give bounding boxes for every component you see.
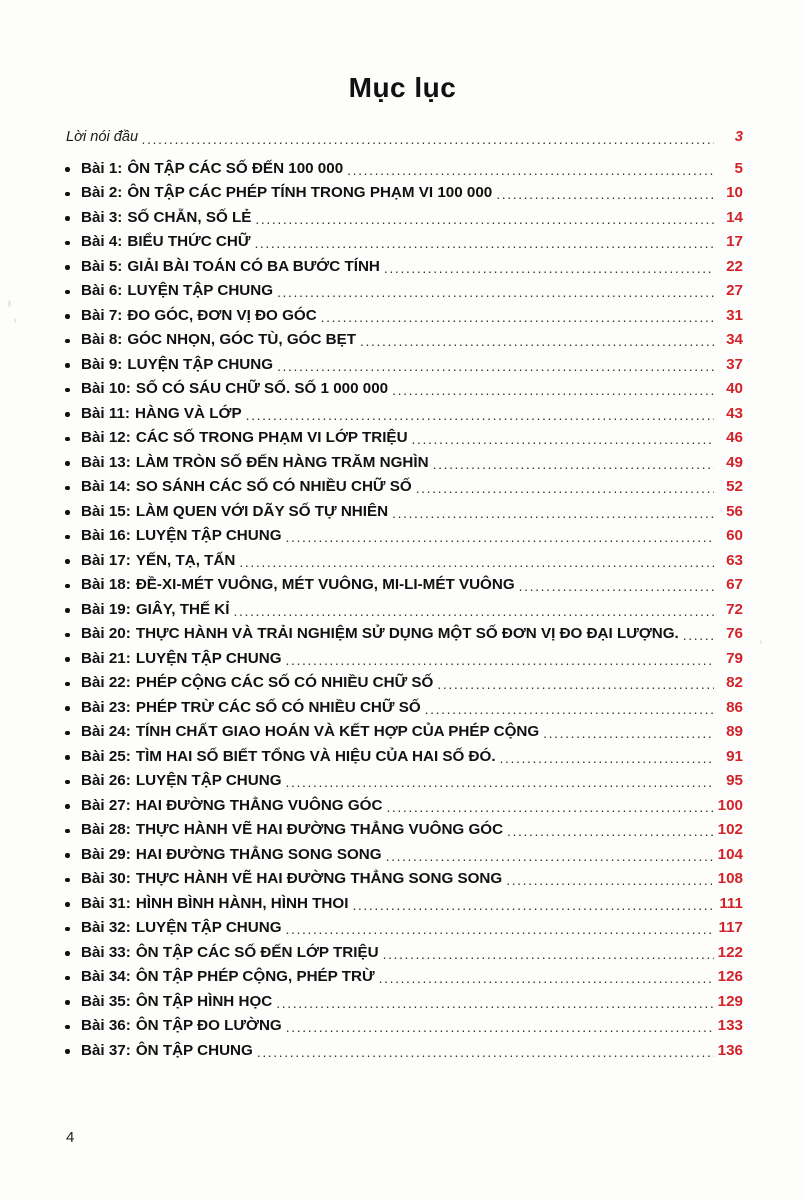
toc-entry[interactable]: [62, 210, 743, 225]
leader-dots: [276, 994, 714, 1009]
leader-dots: [386, 798, 714, 813]
bullet-icon: [62, 661, 81, 666]
lesson-title: SỐ CÓ SÁU CHỮ SỐ. SỐ 1 000 000: [135, 380, 389, 398]
lesson-title: HAI ĐƯỜNG THẲNG VUÔNG GÓC: [135, 796, 383, 814]
lesson-title: BIỂU THỨC CHỮ: [127, 233, 251, 251]
lesson-number: Bài 14:: [81, 478, 131, 496]
lesson-number: Bài 33:: [81, 943, 131, 961]
toc-entry[interactable]: [62, 381, 743, 396]
lesson-number: Bài 18:: [81, 576, 131, 594]
bullet-icon: [62, 1053, 81, 1058]
lesson-title: CÁC SỐ TRONG PHẠM VI LỚP TRIỆU: [135, 429, 408, 447]
bullet-icon: [62, 931, 81, 936]
toc-entry[interactable]: [62, 651, 743, 666]
leader-dots: [500, 749, 714, 764]
toc-entry[interactable]: [62, 602, 743, 617]
paper-speck: [760, 640, 762, 644]
lesson-title: HÌNH BÌNH HÀNH, HÌNH THOI: [135, 894, 349, 912]
page-number: 37: [726, 355, 743, 373]
bullet-icon: [62, 294, 81, 299]
leader-dots: [425, 700, 714, 715]
page-number: 126: [717, 968, 743, 986]
bullet-icon: [62, 906, 81, 911]
leader-dots: [543, 724, 714, 739]
toc-entry[interactable]: [62, 234, 743, 249]
lesson-title: HÀNG VÀ LỚP: [134, 404, 242, 422]
lesson-title: THỰC HÀNH VÀ TRẢI NGHIỆM SỬ DỤNG MỘT SỐ ĐƠN VỊ ĐO ĐẠI LƯỢNG.: [135, 625, 679, 643]
leader-dots: [277, 357, 714, 372]
page-number: 43: [726, 404, 743, 422]
leader-dots: [386, 847, 714, 862]
leader-dots: [437, 675, 714, 690]
bullet-icon: [62, 465, 81, 470]
toc-entry[interactable]: [62, 945, 743, 960]
lesson-title: SỐ CHẴN, SỐ LẺ: [127, 208, 252, 226]
preface-label: Lời nói đầu: [66, 129, 139, 145]
bullet-icon: [62, 171, 81, 176]
page-title: Mục lục: [348, 72, 457, 103]
page-number: 52: [726, 478, 743, 496]
toc-entry[interactable]: [62, 969, 743, 984]
toc-entry[interactable]: [62, 896, 743, 911]
page-number: 14: [726, 208, 743, 226]
toc-entry[interactable]: [62, 675, 743, 690]
lesson-title: LÀM QUEN VỚI DÃY SỐ TỰ NHIÊN: [135, 502, 389, 520]
lesson-title: ĐỀ-XI-MÉT VUÔNG, MÉT VUÔNG, MI-LI-MÉT VUÔNG: [135, 576, 515, 594]
toc-entry[interactable]: [62, 161, 743, 176]
leader-dots: [352, 896, 714, 911]
leader-dots: [286, 1018, 714, 1033]
leader-dots: [286, 773, 714, 788]
page-number: 129: [717, 992, 743, 1010]
lesson-number: Bài 37:: [81, 1041, 131, 1059]
bullet-icon: [62, 735, 81, 740]
lesson-title: PHÉP CỘNG CÁC SỐ CÓ NHIỀU CHỮ SỐ: [135, 674, 434, 692]
toc-entry[interactable]: [62, 479, 743, 494]
lesson-title: YẾN, TẠ, TẤN: [135, 551, 236, 569]
lesson-number: Bài 3:: [81, 208, 123, 226]
bullet-icon: [62, 441, 81, 446]
lesson-title: LUYỆN TẬP CHUNG: [135, 649, 282, 667]
lesson-number: Bài 21:: [81, 649, 131, 667]
lesson-title: ÔN TẬP CHUNG: [135, 1041, 253, 1059]
toc-entry-preface[interactable]: [62, 130, 743, 145]
lesson-title: ÔN TẬP CÁC PHÉP TÍNH TRONG PHẠM VI 100 000: [127, 184, 493, 202]
leader-dots: [286, 651, 714, 666]
leader-dots: [347, 161, 714, 176]
lesson-number: Bài 30:: [81, 870, 131, 888]
lesson-number: Bài 6:: [81, 282, 123, 300]
bullet-icon: [62, 784, 81, 789]
lesson-title: LUYỆN TẬP CHUNG: [127, 282, 274, 300]
lesson-number: Bài 9:: [81, 355, 123, 373]
lesson-title: LUYỆN TẬP CHUNG: [135, 527, 282, 545]
page-number: 27: [726, 282, 743, 300]
bullet-icon: [62, 833, 81, 838]
lesson-title: ÔN TẬP ĐO LƯỜNG: [135, 1017, 282, 1035]
lesson-number: Bài 16:: [81, 527, 131, 545]
leader-dots: [433, 455, 714, 470]
bullet-icon: [62, 343, 81, 348]
toc-entry[interactable]: [62, 577, 743, 592]
page-number: 133: [717, 1017, 743, 1035]
page-number: 40: [726, 380, 743, 398]
toc-entry[interactable]: [62, 822, 743, 837]
leader-dots: [506, 871, 714, 886]
bullet-icon: [62, 955, 81, 960]
lesson-number: Bài 25:: [81, 747, 131, 765]
lesson-title: LUYỆN TẬP CHUNG: [127, 355, 274, 373]
bullet-icon: [62, 980, 81, 985]
bullet-icon: [62, 563, 81, 568]
page-number: 60: [726, 527, 743, 545]
toc-entry[interactable]: [62, 283, 743, 298]
bullet-icon: [62, 490, 81, 495]
page-number: 86: [726, 698, 743, 716]
lesson-number: Bài 32:: [81, 919, 131, 937]
lesson-number: Bài 13:: [81, 453, 131, 471]
page-number: 17: [726, 233, 743, 251]
page-number: 76: [726, 625, 743, 643]
toc-entry[interactable]: [62, 773, 743, 788]
leader-dots: [142, 130, 714, 145]
page-number: 89: [726, 723, 743, 741]
leader-dots: [257, 1043, 714, 1058]
bullet-icon: [62, 514, 81, 519]
lesson-title: GIẢI BÀI TOÁN CÓ BA BƯỚC TÍNH: [127, 257, 380, 275]
lesson-title: ÔN TẬP HÌNH HỌC: [135, 992, 273, 1010]
leader-dots: [360, 332, 714, 347]
leader-dots: [412, 430, 714, 445]
bullet-icon: [62, 392, 81, 397]
toc-entry[interactable]: [62, 259, 743, 274]
bullet-icon: [62, 808, 81, 813]
leader-dots: [286, 920, 714, 935]
lesson-title: THỰC HÀNH VẼ HAI ĐƯỜNG THẲNG VUÔNG GÓC: [135, 821, 504, 839]
leader-dots: [246, 406, 714, 421]
toc-entry[interactable]: [62, 430, 743, 445]
bullet-icon: [62, 539, 81, 544]
bullet-icon: [62, 318, 81, 323]
page-number: 79: [726, 649, 743, 667]
lesson-title: HAI ĐƯỜNG THẲNG SONG SONG: [135, 845, 382, 863]
page-number: 5: [734, 159, 743, 177]
bullet-icon: [62, 686, 81, 691]
bullet-icon: [62, 588, 81, 593]
bullet-icon: [62, 1004, 81, 1009]
lesson-title: PHÉP TRỪ CÁC SỐ CÓ NHIỀU CHỮ SỐ: [135, 698, 421, 716]
page-number: 122: [717, 943, 743, 961]
page-number: 82: [726, 674, 743, 692]
page-number: 63: [726, 551, 743, 569]
leader-dots: [321, 308, 714, 323]
page-number: 111: [719, 894, 743, 912]
lesson-number: Bài 29:: [81, 845, 131, 863]
lesson-title: ÔN TẬP CÁC SỐ ĐẾN 100 000: [127, 159, 344, 177]
leader-dots: [233, 602, 714, 617]
lesson-number: Bài 35:: [81, 992, 131, 1010]
page-number: 10: [726, 184, 743, 202]
leader-dots: [392, 381, 714, 396]
leader-dots: [384, 259, 714, 274]
page-number: 117: [718, 919, 743, 937]
bullet-icon: [62, 857, 81, 862]
toc-entry[interactable]: [62, 308, 743, 323]
bullet-icon: [62, 196, 81, 201]
preface-page-number: 3: [734, 129, 743, 145]
bullet-icon: [62, 759, 81, 764]
toc-entry[interactable]: [62, 871, 743, 886]
lesson-number: Bài 15:: [81, 502, 131, 520]
bullet-icon: [62, 710, 81, 715]
page-number: 46: [726, 429, 743, 447]
lesson-number: Bài 10:: [81, 380, 131, 398]
toc-entry[interactable]: [62, 406, 743, 421]
table-of-contents: [62, 130, 743, 1058]
toc-entry[interactable]: [62, 1018, 743, 1033]
lesson-number: Bài 19:: [81, 600, 131, 618]
leader-dots: [254, 234, 714, 249]
toc-entry[interactable]: [62, 455, 743, 470]
toc-entry[interactable]: [62, 1043, 743, 1058]
leader-dots: [519, 577, 714, 592]
leader-dots: [416, 479, 714, 494]
leader-dots: [683, 626, 714, 641]
bullet-icon: [62, 245, 81, 250]
lesson-number: Bài 8:: [81, 331, 123, 349]
paper-speck: [8, 300, 11, 307]
page-number: 108: [717, 870, 743, 888]
toc-entry[interactable]: [62, 332, 743, 347]
toc-entry[interactable]: [62, 553, 743, 568]
lesson-number: Bài 22:: [81, 674, 131, 692]
toc-entry[interactable]: [62, 749, 743, 764]
lesson-title: THỰC HÀNH VẼ HAI ĐƯỜNG THẲNG SONG SONG: [135, 870, 503, 888]
leader-dots: [496, 185, 714, 200]
leader-dots: [392, 504, 714, 519]
lesson-number: Bài 2:: [81, 184, 123, 202]
toc-entry[interactable]: [62, 798, 743, 813]
lesson-number: Bài 5:: [81, 257, 123, 275]
page-number: 104: [717, 845, 743, 863]
toc-entry[interactable]: [62, 185, 743, 200]
lesson-number: Bài 12:: [81, 429, 131, 447]
toc-entry[interactable]: [62, 528, 743, 543]
lesson-title: TÍNH CHẤT GIAO HOÁN VÀ KẾT HỢP CỦA PHÉP CỘNG: [135, 723, 540, 741]
toc-entry[interactable]: [62, 626, 743, 641]
bullet-icon: [62, 882, 81, 887]
lesson-number: Bài 31:: [81, 894, 131, 912]
page-number: 72: [726, 600, 743, 618]
lesson-number: Bài 1:: [81, 159, 123, 177]
lesson-title: TÌM HAI SỐ BIẾT TỔNG VÀ HIỆU CỦA HAI SỐ ĐÓ.: [135, 747, 496, 765]
bullet-icon: [62, 220, 81, 225]
toc-entry[interactable]: [62, 724, 743, 739]
page-number: 91: [726, 747, 743, 765]
bullet-icon: [62, 612, 81, 617]
leader-dots: [507, 822, 714, 837]
page-number: 100: [717, 796, 743, 814]
toc-entry[interactable]: [62, 847, 743, 862]
page-number: 22: [726, 257, 743, 275]
lesson-number: Bài 20:: [81, 625, 131, 643]
leader-dots: [383, 945, 714, 960]
lesson-title: GÓC NHỌN, GÓC TÙ, GÓC BẸT: [127, 331, 357, 349]
leader-dots: [277, 283, 714, 298]
lesson-title: ÔN TẬP PHÉP CỘNG, PHÉP TRỪ: [135, 968, 375, 986]
bullet-icon: [62, 1029, 81, 1034]
toc-entry[interactable]: [62, 357, 743, 372]
bullet-icon: [62, 637, 81, 642]
lesson-number: Bài 28:: [81, 821, 131, 839]
page-number: 56: [726, 502, 743, 520]
lesson-number: Bài 17:: [81, 551, 131, 569]
toc-entry[interactable]: [62, 994, 743, 1009]
lesson-number: Bài 23:: [81, 698, 131, 716]
leader-dots: [286, 528, 714, 543]
lesson-number: Bài 24:: [81, 723, 131, 741]
page-number: 34: [726, 331, 743, 349]
lesson-title: ĐO GÓC, ĐƠN VỊ ĐO GÓC: [127, 306, 317, 324]
lesson-title: LUYỆN TẬP CHUNG: [135, 772, 282, 790]
lesson-number: Bài 7:: [81, 306, 123, 324]
leader-dots: [255, 210, 714, 225]
bullet-icon: [62, 367, 81, 372]
lesson-title: LÀM TRÒN SỐ ĐẾN HÀNG TRĂM NGHÌN: [135, 453, 429, 471]
page-number: 67: [726, 576, 743, 594]
page-number: 136: [717, 1041, 743, 1059]
lesson-title: SO SÁNH CÁC SỐ CÓ NHIỀU CHỮ SỐ: [135, 478, 412, 496]
bullet-icon: [62, 416, 81, 421]
leader-dots: [379, 969, 714, 984]
toc-entry[interactable]: [62, 504, 743, 519]
toc-entry[interactable]: [62, 920, 743, 935]
lesson-title: LUYỆN TẬP CHUNG: [135, 919, 282, 937]
lesson-title: ÔN TẬP CÁC SỐ ĐẾN LỚP TRIỆU: [135, 943, 379, 961]
paper-speck: [14, 318, 16, 323]
folio-page-number: 4: [66, 1129, 75, 1146]
page-number: 49: [726, 453, 743, 471]
lesson-title: GIÂY, THẾ KỈ: [135, 600, 230, 618]
lesson-number: Bài 34:: [81, 968, 131, 986]
lesson-number: Bài 11:: [81, 404, 130, 422]
page-number: 31: [726, 306, 743, 324]
lesson-number: Bài 27:: [81, 796, 131, 814]
bullet-icon: [62, 269, 81, 274]
lesson-number: Bài 26:: [81, 772, 131, 790]
page-number: 95: [726, 772, 743, 790]
page-number: 102: [717, 821, 743, 839]
lesson-number: Bài 4:: [81, 233, 123, 251]
lesson-number: Bài 36:: [81, 1017, 131, 1035]
leader-dots: [239, 553, 714, 568]
toc-entry[interactable]: [62, 700, 743, 715]
